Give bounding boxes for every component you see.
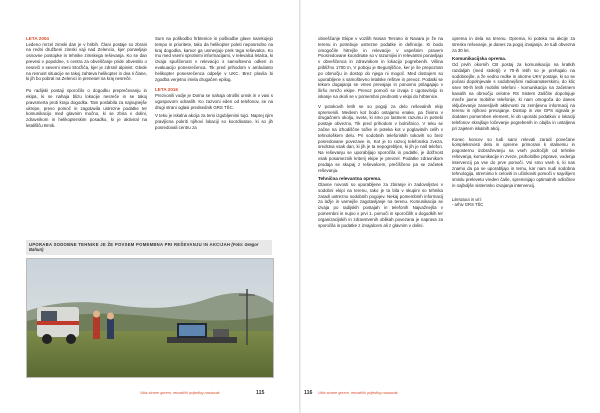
- literature-item: - arhiv GRS TŠC: [452, 202, 484, 208]
- section-heading-communication-equipment: Komunikacijska oprema.: [452, 56, 507, 62]
- photo-illustration: [27, 259, 273, 377]
- section-heading-technical-equipment: Tehnična relevantna oprema.: [318, 176, 382, 182]
- caption-credit: (Foto: Gregor Bahun): [29, 242, 259, 253]
- literature-block: [452, 197, 575, 208]
- section-heading-2016: LETA 2016: [155, 87, 178, 93]
- paragraph: V potokovih letih se so pogoji za delo reševalnih ekip spremenili. Mediem kot bodo ostajamo enake, pa živimo v drugačnem okolju, sveta, ki smo po lastnem razumu in potrebi postaje obvezno, Tik pred prihodom v bolnišnico. V teku se začne na izhodiščne točke in poteka kot v poglavitvih celih v tehnološkem delu. Pri sodobnih teleforiskih tokovih so brez posredovane povezave in, Kot je to razvoj telefonska zveza, sredstva vsak dan, ki jih je ta nepogrebljen, ki jih je naš telefon. Na reševanju se uporabljajo sporočila in podatki, je dolžnost vsak posameznik kriterij ekipe je prevzel. Podatke zdravnikom prodaja se skupaj z reševalcem, prečiščeno pa se začetek reševanja.: [318, 103, 443, 173]
- footer-right-text: Vida strane gorem, tematički prijedlog nastavak: [318, 391, 398, 395]
- page-number-right: 116: [304, 390, 313, 396]
- column-3: [318, 36, 443, 231]
- footer-left-text: Vida strane gorem, tematički prijedlog nastavak: [140, 391, 220, 395]
- page-gutter: [299, 0, 301, 413]
- paragraph: Ledeno mrzel zimski dan je v hribih. Člani postaje so zbrani na redni družbeni zimski vaji nad Zelencio, kjer ponavljajo osnovne postopke in tehnike zimskega reševanja. Ko se dan prevesi v popoldne, s centra za obveščanje pride obvestilo o nesreči v severni steni Storžiča, kjer je zdrsnil alpinist. Glede na resnost situacije se takoj zahteva helikopter in dva Ii člane, ki jih bo pobral na Zelenici in prenesel na kraj nesreče.: [26, 41, 147, 82]
- page-number-left: 115: [256, 390, 265, 396]
- column-1: [26, 36, 147, 132]
- literature-title: Literatura in viri:: [452, 196, 482, 202]
- paragraph: Od prvih okornih CB postaj za komunikacijo na kratkih razdaljah (med stoletji) v 70-ih letih so je prehajalo na sodobnejše, a že vedno redke in okorne UKV postaje, ki so se počasi dopolnjevale s sodobnejšimi radioamaterskimi, do klic ssev 90-ih letih mobilni telefoni - komunikacija na začetnem kanalih na območju celotne RS Sistem Zaščite dopolnjuje mreže javne mobilne telefonije, ki nam omogoča do danes vključevanje zanesljivih aktivnosti za zemljevno informacij na terenu in njihovo prevajanje. Dostop in vse GPS signala je dodaten pomemben element, ki ob uporabi podatkov o lokaciji telefonov skrajšuje ločevanje pogrebenih in olajša in ustaljena pri zajetem iskalnih akcij.: [452, 61, 575, 131]
- paragraph: V teku je iskalna akcija za temi izgubljenimi tujci. Naprej njim pravljicna pokriti njihovi lokaciji so koordinatoe, ki so jih posredovali centru za: [155, 113, 273, 130]
- rescue-photo: [26, 258, 274, 378]
- photo-caption: [26, 240, 272, 255]
- caption-title: UPORABA SODOBNE TEHNIKE JE ŽE POVSEM POMEMBNA PRI REŠEVANJU IN AKCIJAH: [29, 242, 231, 247]
- paragraph: Sum na poškodbo hrbtenice in poškodbe glave narekujejo tempo in prioritete, tako da helikopter poleti neposredno na kraj dogodka, kamor ga usmerjajo prek tega reševalca. Ko mu med vsemi sprotnimi informacijami, v relevalca letalca, ki izvaja spuščenost v relevacijo s samoštevno odkeri in evakuacijo ponesrečenca. Tik pred prihodom v ambulanto helikopter ponesrečenca odpelje v UKC. Brez plovila bi zgodba verjetno imela drugačen epilog.: [155, 36, 273, 82]
- paragraph: Prezvonili vodje je Doma se nahaja otroški umsk in v vasi s ugospovorn odraslih. Ko zazvoni eden od telefonov, se na drugi strani oglasi predsednik GRS TŠC.: [155, 92, 273, 110]
- paragraph: Glavne novosti so uporabljene za zbiranje in zadovoljstvo v sodobni ekipi na terenu, tako je ta bila v skupini so tehnika zaradi ustrezno sodobnih pogojev. Nekaj pomembnih informacij za lažje in varnejše zagotavljanje na terenu. Komunikacija se izvaja po radijskih postajah in telefonih Najvažnejša v pomembni in nujno v prvi 1. pomoči in sporočilih o dogodkih ter organizacijskih in zdravstvenih oblikah povezana je naprava za sporočila in podatke z izvajalcem ali z glavnim v dolini.: [318, 181, 443, 228]
- paragraph: obveščanje Ekipe v vozilih Nosan Terrano in Navara je že na terenu in potrebuje ustrezne podatke in definicije. Ki bodo omogočile hitrejše in relevacije v uspešnim pravem Poosredovane koordinate so v razumijivi in relevantni ponavljajo v obveščenca in zdravnikom in lokacijo pogrebenih. Višina približno 1700 m, V poboju je Begunjščice, ker je še prepoznan po območju in dostop do njega ni mogoč. Med dostojem so uporabljene s samoštevno letalske rešitve in prevoz. Podatki se tekom dogajanja se vmes prevajajo in ponovno prilagajajo v širšo mrežo ekipe. Prevoz pomoči se izvaja z ugotovitvijo in iskanje na okoli se v pomembni prednosti v ekipi do hrbtenice.: [318, 36, 443, 99]
- column-4: [452, 36, 575, 208]
- paragraph: oprema in dela na terenu. Oprema, ki poteka na akcije za stresko reševanje, je danes za pogoj izvajanja. Je tudi obvezna za 30 let.: [452, 36, 575, 53]
- paragraph: Konec koncev so tudi sami relevali zaradi povečane kompleksnosti dela in opreme primorani k stalnemu in pogosternu izobraževanju na vseh področjih od tehnike reševanja, komunikacije in zveze, psihološke priprave, vodenja intervencij pa vse do prve pomoči. Vsi smo vseh ti, ki nas znamo da pa se uporabljajo in temu, kar nam nudi sodobna tehnologija, stremimo k celoviti in učinkoviti pomoči v najvišjem smislu prelevetu vreden čaše, spreminjajo optimalnih odločitev in najboljše sistemsko izvajanja intervencij.: [452, 136, 575, 188]
- section-heading-2004: LETA 2004: [26, 36, 49, 41]
- paragraph: Po radijski postaji sporočilo o dogodku preprečevanju in ekipa, ki se nahaja blizu lokacije nesreče in se takoj pravsmerta proti kraju dogodka. Tam poslabila za najnujnejše ukrepe, prevo pomoč in zagotavila ustrezne podatke ter komunikacijo med glavnim močno, ki se zbira v dolini, zdravnikom in helikopterskim posadko, ki je aktiviral na letalilšču Brnik.: [26, 88, 147, 128]
- column-2: [155, 36, 273, 134]
